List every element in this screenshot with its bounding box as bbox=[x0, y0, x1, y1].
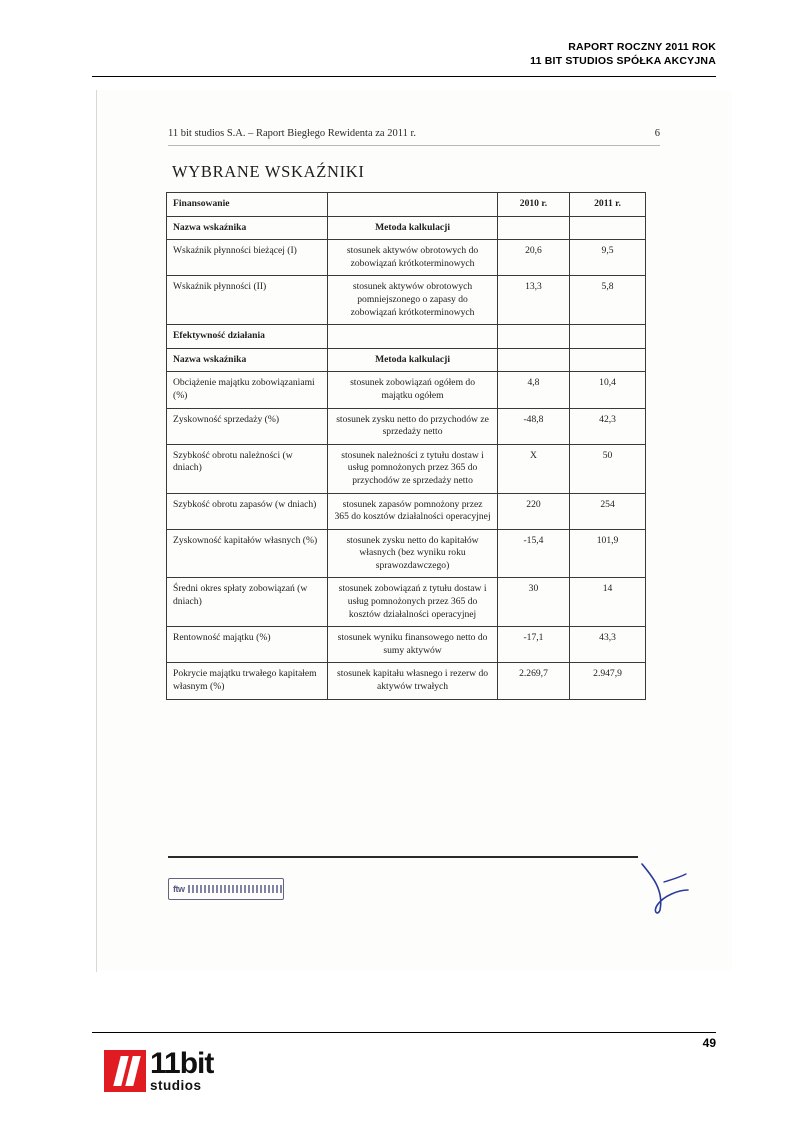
indicator-method: stosunek zobowiązań z tytułu dostaw i usług pomnożonych przez 365 do kosztów działalności operacyjnej bbox=[328, 578, 498, 627]
indicator-value-2011: 5,8 bbox=[570, 276, 646, 325]
report-header-line1: RAPORT ROCZNY 2011 ROK bbox=[568, 41, 716, 53]
column-header-2010: 2010 r. bbox=[497, 193, 569, 217]
indicator-value-2011: 50 bbox=[570, 444, 646, 493]
page-title: WYBRANE WSKAŹNIKI bbox=[172, 162, 365, 181]
table-row bbox=[167, 408, 646, 444]
indicator-value-2011: 43,3 bbox=[570, 627, 646, 663]
indicator-name: Obciążenie majątku zobowiązaniami (%) bbox=[167, 372, 328, 408]
scanned-page bbox=[96, 90, 732, 970]
logo-wordmark: 11bit bbox=[150, 1047, 214, 1080]
report-header-line2: 11 BIT STUDIOS SPÓŁKA AKCYJNA bbox=[530, 55, 716, 67]
indicator-method: stosunek aktywów obrotowych pomniejszonego o zapasy do zobowiązań krótkoterminowych bbox=[328, 276, 498, 325]
indicators-table bbox=[166, 192, 646, 700]
logo-mark-icon bbox=[104, 1050, 146, 1092]
logo-subtext: studios bbox=[150, 1078, 202, 1093]
subheader-name-2: Nazwa wskaźnika bbox=[167, 348, 328, 372]
indicator-value-2010: -17,1 bbox=[497, 627, 569, 663]
stamp-text: ftw bbox=[173, 884, 185, 894]
table-row bbox=[167, 276, 646, 325]
table-row bbox=[167, 529, 646, 578]
table-row bbox=[167, 578, 646, 627]
table-row bbox=[167, 444, 646, 493]
indicator-value-2010: -48,8 bbox=[497, 408, 569, 444]
indicator-method: stosunek zobowiązań ogółem do majątku ogółem bbox=[328, 372, 498, 408]
indicator-name: Średni okres spłaty zobowiązań (w dniach) bbox=[167, 578, 328, 627]
empty-cell bbox=[328, 193, 498, 217]
empty-cell bbox=[570, 216, 646, 240]
table-row bbox=[167, 493, 646, 529]
table-row bbox=[167, 663, 646, 699]
empty-cell bbox=[497, 216, 569, 240]
header-divider bbox=[92, 76, 716, 77]
report-header bbox=[530, 40, 716, 68]
table-row bbox=[167, 240, 646, 276]
indicator-value-2011: 14 bbox=[570, 578, 646, 627]
handwritten-signature bbox=[634, 860, 694, 920]
table-row bbox=[167, 372, 646, 408]
indicator-method: stosunek kapitału własnego i rezerw do aktywów trwałych bbox=[328, 663, 498, 699]
empty-cell bbox=[328, 325, 498, 349]
auditor-stamp bbox=[168, 878, 284, 900]
indicator-value-2010: X bbox=[497, 444, 569, 493]
stamp-bars-icon bbox=[188, 885, 284, 893]
indicator-value-2010: 30 bbox=[497, 578, 569, 627]
table-row-subheader-2 bbox=[167, 348, 646, 372]
indicator-value-2011: 9,5 bbox=[570, 240, 646, 276]
indicator-value-2010: 13,3 bbox=[497, 276, 569, 325]
indicator-method: stosunek zysku netto do kapitałów własnych (bez wyniku roku sprawozdawczego) bbox=[328, 529, 498, 578]
indicator-method: stosunek zysku netto do przychodów ze sprzedaży netto bbox=[328, 408, 498, 444]
indicator-name: Szybkość obrotu zapasów (w dniach) bbox=[167, 493, 328, 529]
empty-cell bbox=[497, 348, 569, 372]
subheader-name-1: Nazwa wskaźnika bbox=[167, 216, 328, 240]
indicator-value-2011: 254 bbox=[570, 493, 646, 529]
indicator-value-2010: 220 bbox=[497, 493, 569, 529]
indicator-method: stosunek należności z tytułu dostaw i usług pomnożonych przez 365 do przychodów ze sprzedaży netto bbox=[328, 444, 498, 493]
indicator-name: Zyskowność sprzedaży (%) bbox=[167, 408, 328, 444]
section-label-efektywnosc: Efektywność działania bbox=[167, 325, 328, 349]
indicator-name: Wskaźnik płynności bieżącej (I) bbox=[167, 240, 328, 276]
indicator-name: Szybkość obrotu należności (w dniach) bbox=[167, 444, 328, 493]
empty-cell bbox=[570, 348, 646, 372]
indicator-value-2011: 42,3 bbox=[570, 408, 646, 444]
document-page-number: 6 bbox=[654, 128, 660, 139]
running-head-divider bbox=[168, 145, 660, 146]
table-row-section-efektywnosc bbox=[167, 325, 646, 349]
indicator-value-2010: 4,8 bbox=[497, 372, 569, 408]
indicator-value-2010: 2.269,7 bbox=[497, 663, 569, 699]
company-logo bbox=[104, 1048, 226, 1100]
indicator-value-2010: -15,4 bbox=[497, 529, 569, 578]
subheader-method-1: Metoda kalkulacji bbox=[328, 216, 498, 240]
table-row-subheader-1 bbox=[167, 216, 646, 240]
column-header-2011: 2011 r. bbox=[570, 193, 646, 217]
indicator-name: Zyskowność kapitałów własnych (%) bbox=[167, 529, 328, 578]
indicator-method: stosunek aktywów obrotowych do zobowiązań krótkoterminowych bbox=[328, 240, 498, 276]
section-label-finansowanie: Finansowanie bbox=[167, 193, 328, 217]
indicator-name: Pokrycie majątku trwałego kapitałem własnym (%) bbox=[167, 663, 328, 699]
indicator-value-2011: 10,4 bbox=[570, 372, 646, 408]
indicator-value-2011: 101,9 bbox=[570, 529, 646, 578]
indicator-value-2010: 20,6 bbox=[497, 240, 569, 276]
indicator-method: stosunek wyniku finansowego netto do sumy aktywów bbox=[328, 627, 498, 663]
indicator-value-2011: 2.947,9 bbox=[570, 663, 646, 699]
empty-cell bbox=[497, 325, 569, 349]
table-row-section-finansowanie bbox=[167, 193, 646, 217]
footer-divider bbox=[92, 1032, 716, 1033]
table-row bbox=[167, 627, 646, 663]
subheader-method-2: Metoda kalkulacji bbox=[328, 348, 498, 372]
indicator-name: Wskaźnik płynności (II) bbox=[167, 276, 328, 325]
signature-divider bbox=[168, 856, 638, 858]
indicator-name: Rentowność majątku (%) bbox=[167, 627, 328, 663]
document-running-head bbox=[168, 128, 660, 139]
footer-page-number: 49 bbox=[702, 1036, 716, 1050]
indicator-method: stosunek zapasów pomnożony przez 365 do kosztów działalności operacyjnej bbox=[328, 493, 498, 529]
empty-cell bbox=[570, 325, 646, 349]
running-head-text: 11 bit studios S.A. – Raport Biegłego Rewidenta za 2011 r. bbox=[168, 128, 416, 139]
